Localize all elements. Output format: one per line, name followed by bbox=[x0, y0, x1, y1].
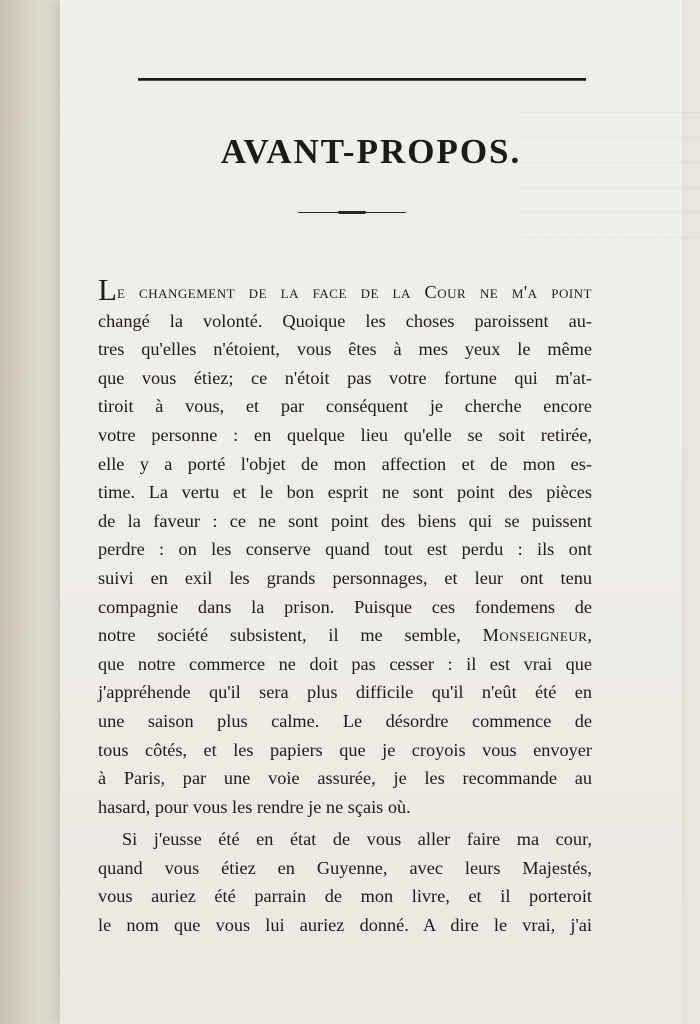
header-rule bbox=[138, 78, 586, 81]
text-line: à Paris, par une voie assurée, je les recommande au bbox=[98, 768, 592, 789]
text-line: de la faveur : ce ne sont point des biens qui se puissent bbox=[98, 510, 592, 531]
text-line: j'appréhende qu'il sera plus difficile qu'il n'eût été en bbox=[98, 682, 592, 703]
text-line: changé la volonté. Quoique les choses paroissent au- bbox=[98, 310, 592, 331]
text-segment: notre société subsistent, il me semble, bbox=[98, 625, 483, 646]
text-line bbox=[98, 621, 592, 650]
text-line bbox=[98, 272, 592, 307]
text-line: hasard, pour vous les rendre je ne sçais où. bbox=[98, 796, 411, 817]
text-line: votre personne : en quelque lieu qu'elle se soit retirée, bbox=[98, 424, 592, 445]
paragraph-2 bbox=[98, 825, 592, 939]
body-text bbox=[98, 272, 592, 940]
text-line: perdre : on les conserve quand tout est perdu : ils ont bbox=[98, 539, 592, 560]
text-line: tous côtés, et les papiers que je croyois vous envoyer bbox=[98, 739, 592, 760]
text-line: suivi en exil les grands personnages, et leur ont tenu bbox=[98, 567, 592, 588]
text-line: une saison plus calme. Le désordre commence de bbox=[98, 710, 592, 731]
text-line: tres qu'elles n'étoient, vous êtes à mes yeux le même bbox=[98, 339, 592, 360]
text-line: elle y a porté l'objet de mon affection et de mon es- bbox=[98, 453, 592, 474]
paragraph-1 bbox=[98, 272, 592, 821]
text-line: compagnie dans la prison. Puisque ces fondemens de bbox=[98, 596, 592, 617]
text-segment: , bbox=[587, 625, 592, 646]
text-line-rest: e changement de la face de la Cour ne m'a point bbox=[116, 282, 592, 302]
text-line: Si j'eusse été en état de vous aller faire ma cour, bbox=[122, 829, 592, 850]
show-through-text: ———————————— ———————————— ———————————— ———————————— ———————————— ———————————— bbox=[520, 104, 700, 245]
text-line: time. La vertu et le bon esprit ne sont point des pièces bbox=[98, 482, 592, 503]
text-line: le nom que vous lui auriez donné. A dire le vrai, j'ai bbox=[98, 915, 592, 936]
page-title: AVANT-PROPOS. bbox=[220, 132, 522, 171]
drop-cap: L bbox=[98, 272, 117, 307]
salutation-smallcaps: Monseigneur bbox=[482, 625, 588, 646]
text-line: tiroit à vous, et par conséquent je cherche encore bbox=[98, 396, 592, 417]
title-ornament-rule bbox=[298, 212, 406, 213]
text-line: quand vous étiez en Guyenne, avec leurs Majestés, bbox=[98, 857, 592, 878]
book-page bbox=[60, 0, 700, 1024]
text-line: vous auriez été parrain de mon livre, et il porteroit bbox=[98, 886, 592, 907]
text-line: que vous étiez; ce n'étoit pas votre fortune qui m'at- bbox=[98, 367, 592, 388]
text-line: que notre commerce ne doit pas cesser : il est vrai que bbox=[98, 653, 592, 674]
